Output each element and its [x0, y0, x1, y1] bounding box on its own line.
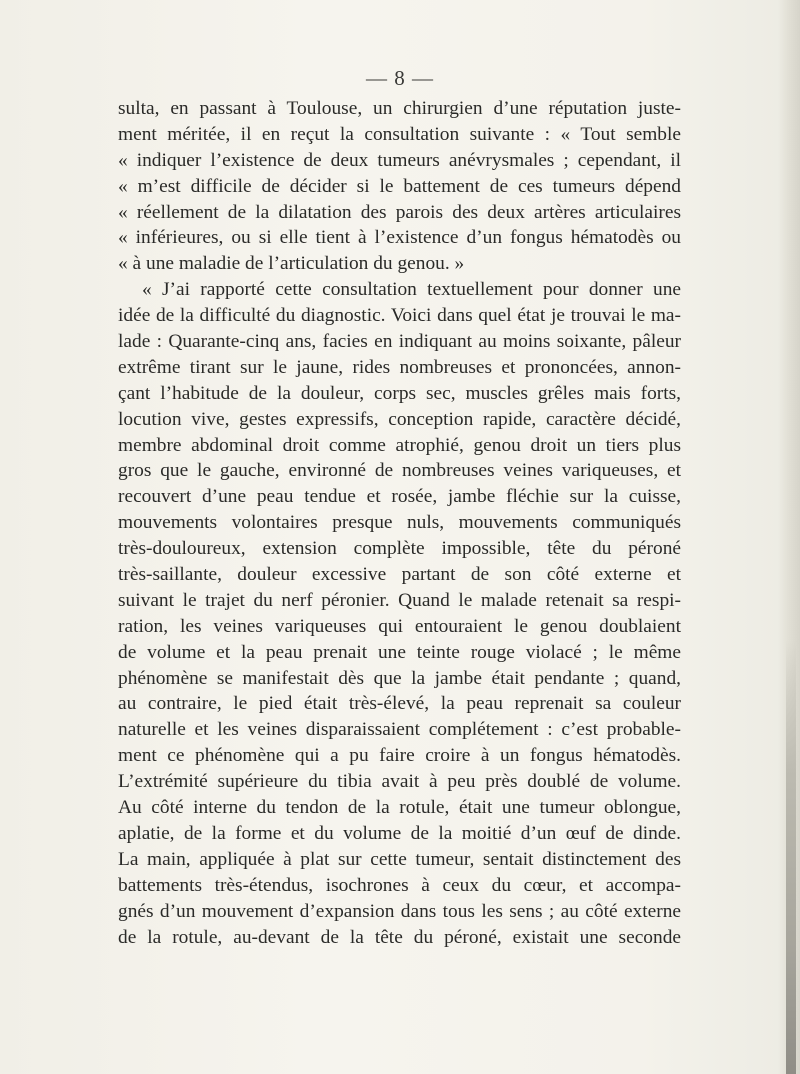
text-line: naturelle et les veines disparaissaient complétement : c’est probable- — [118, 719, 681, 741]
text-line: phénomène se manifestait dès que la jambe était pendante ; quand, — [118, 667, 681, 689]
text-line: idée de la difficulté du diagnostic. Voici dans quel état je trouvai le ma- — [118, 305, 681, 327]
text-line: aplatie, de la forme et du volume de la moitié d’un œuf de dinde. — [118, 822, 681, 844]
text-line: ration, les veines variqueuses qui entouraient le genou doublaient — [118, 615, 681, 637]
text-line: ment méritée, il en reçut la consultation suivante : « Tout semble — [118, 123, 681, 145]
text-line: « indiquer l’existence de deux tumeurs anévrysmales ; cependant, il — [118, 149, 681, 171]
text-line: de volume et la peau prenait une teinte rouge violacé ; le même — [118, 641, 681, 663]
text-line: recouvert d’une peau tendue et rosée, jambe fléchie sur la cuisse, — [118, 486, 681, 508]
body-text — [118, 96, 681, 950]
text-line: au contraire, le pied était très-élevé, la peau reprenait sa couleur — [118, 693, 681, 715]
text-line: La main, appliquée à plat sur cette tumeur, sentait distinctement des — [118, 848, 681, 870]
text-line: gros que le gauche, environné de nombreuses veines variqueuses, et — [118, 460, 681, 482]
text-line: extrême tirant sur le jaune, rides nombreuses et prononcées, annon- — [118, 356, 681, 378]
text-line: locution vive, gestes expressifs, conception rapide, caractère décidé, — [118, 408, 681, 430]
text-line: très-saillante, douleur excessive partant de son côté externe et — [118, 564, 681, 586]
text-line: membre abdominal droit comme atrophié, genou droit un tiers plus — [118, 434, 681, 456]
text-line: « J’ai rapporté cette consultation textuellement pour donner une — [142, 279, 681, 301]
text-line: Au côté interne du tendon de la rotule, était une tumeur oblongue, — [118, 797, 681, 819]
text-line: lade : Quarante-cinq ans, facies en indiquant au moins soixante, pâleur — [118, 331, 681, 353]
page-number: — 8 — — [366, 66, 434, 90]
text-line: de la rotule, au-devant de la tête du péroné, existait une seconde — [118, 926, 681, 948]
text-line: « réellement de la dilatation des parois des deux artères articulaires — [118, 201, 681, 223]
text-line: très-douloureux, extension complète impossible, tête du péroné — [118, 538, 681, 560]
text-line: battements très-étendus, isochrones à ceux du cœur, et accompa- — [118, 874, 681, 896]
text-line: L’extrémité supérieure du tibia avait à peu près doublé de volume. — [118, 771, 681, 793]
text-line: « m’est difficile de décider si le battement de ces tumeurs dépend — [118, 175, 681, 197]
text-line: sulta, en passant à Toulouse, un chirurgien d’une réputation juste- — [118, 98, 681, 119]
text-line: « inférieures, ou si elle tient à l’existence d’un fongus hématodès ou — [118, 227, 681, 249]
text-line: çant l’habitude de la douleur, corps sec, muscles grêles mais forts, — [118, 382, 681, 404]
binding-shadow — [786, 640, 796, 1074]
text-line: gnés d’un mouvement d’expansion dans tous les sens ; au côté externe — [118, 900, 681, 922]
text-line: ment ce phénomène qui a pu faire croire à un fongus hématodès. — [118, 745, 681, 767]
text-line: « à une maladie de l’articulation du genou. » — [118, 253, 465, 275]
text-line: mouvements volontaires presque nuls, mouvements communiqués — [118, 512, 681, 534]
text-line: suivant le trajet du nerf péronier. Quand le malade retenait sa respi- — [118, 589, 681, 611]
